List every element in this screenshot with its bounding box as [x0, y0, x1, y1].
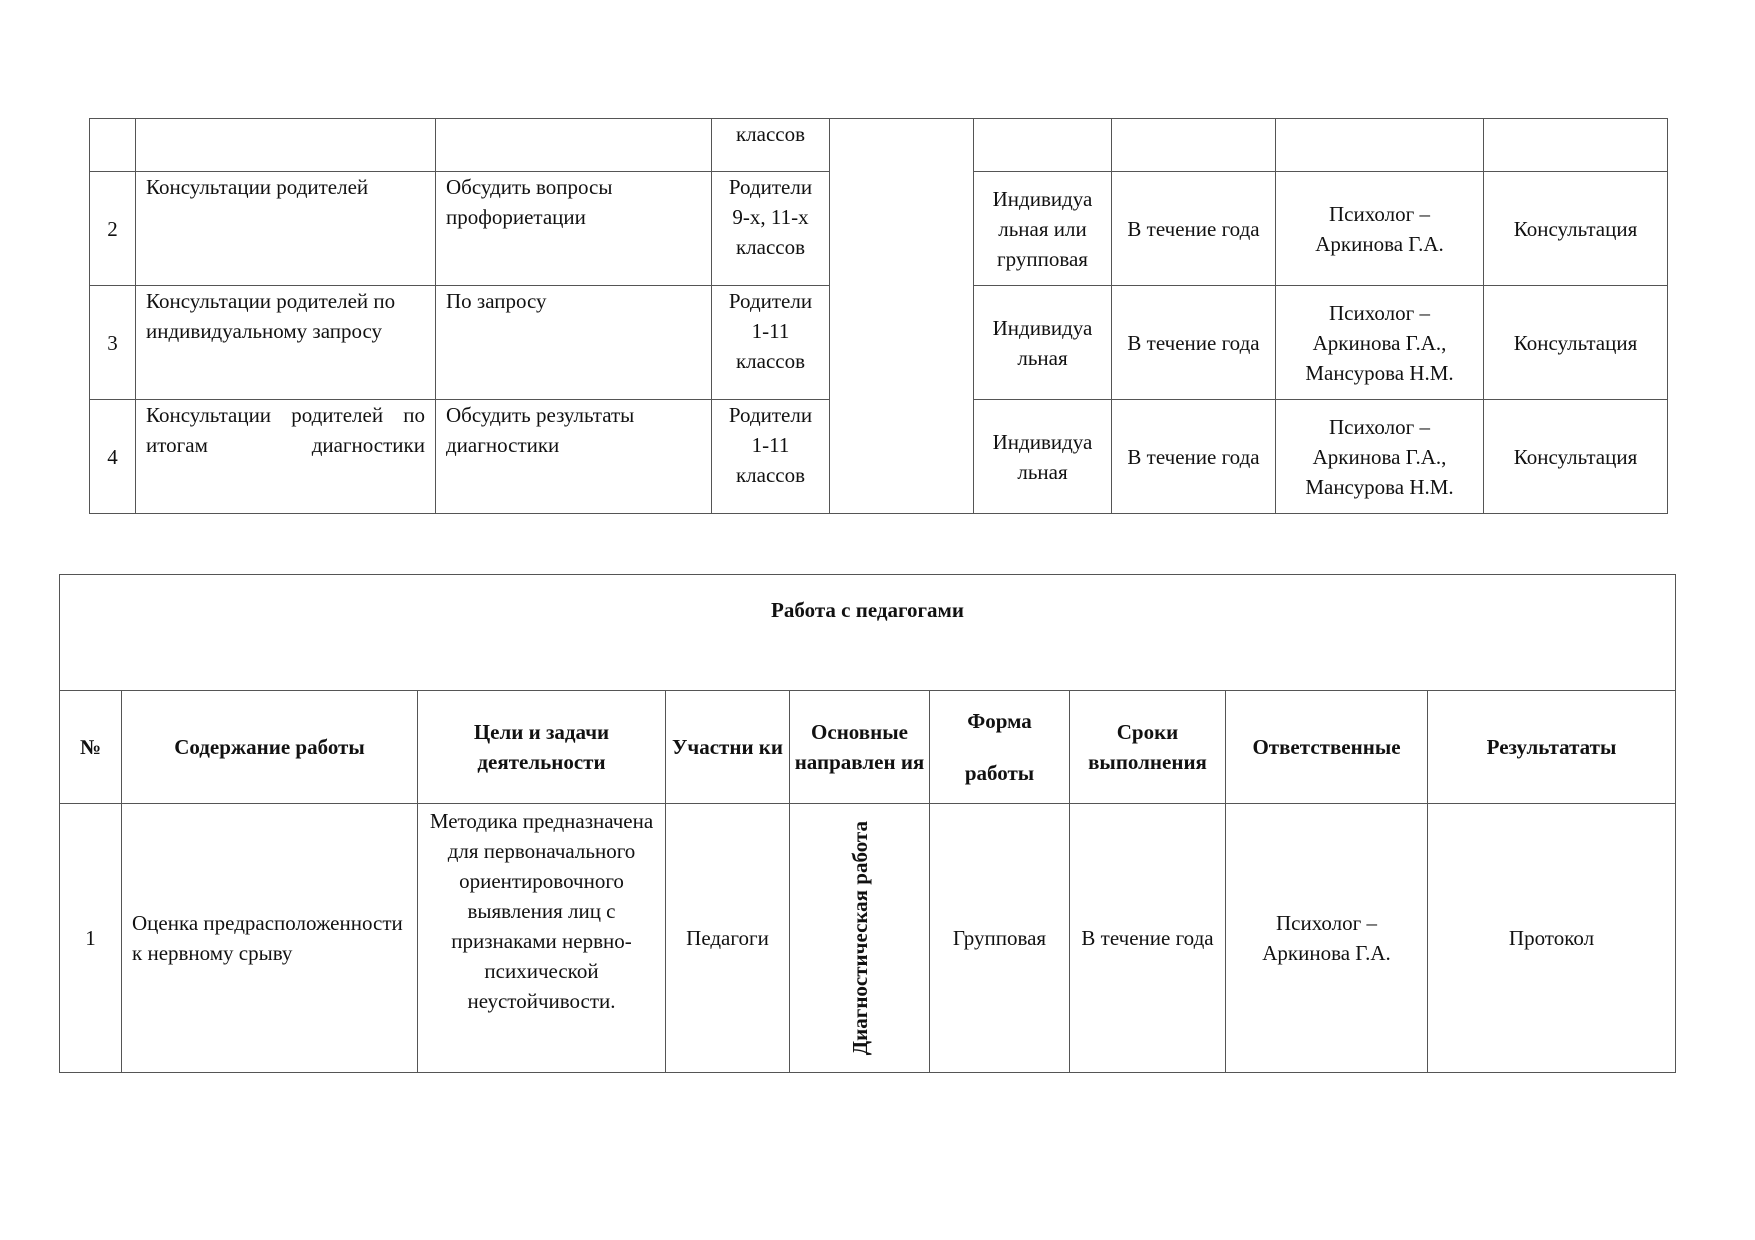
header-directions: Основные направлен ия [790, 691, 930, 804]
result-cell: Консультация [1484, 172, 1668, 286]
header-goals: Цели и задачи деятельности [418, 691, 666, 804]
row-number: 2 [90, 172, 136, 286]
cell-empty [136, 119, 436, 172]
table-header-row [60, 691, 1676, 804]
content-cell: Консультации родителей по итогам диагностики [136, 400, 436, 514]
header-form: Форма работы [930, 691, 1070, 804]
responsible-cell: Психолог – Аркинова Г.А., Мансурова Н.М. [1276, 286, 1484, 400]
cell-empty [974, 119, 1112, 172]
responsible-cell: Психолог – Аркинова Г.А. [1276, 172, 1484, 286]
table-title-row [60, 575, 1676, 691]
result-cell: Консультация [1484, 400, 1668, 514]
header-content: Содержание работы [122, 691, 418, 804]
merged-directions-cell [830, 119, 974, 514]
header-participants: Участни ки [666, 691, 790, 804]
content-cell: Консультации родителей по индивидуальному запросу [136, 286, 436, 400]
row-number: 1 [60, 804, 122, 1073]
form-cell: Индивидуа льная или групповая [974, 172, 1112, 286]
table-row [90, 119, 1668, 172]
direction-cell [790, 804, 930, 1073]
content-cell: Консультации родителей [136, 172, 436, 286]
result-cell: Консультация [1484, 286, 1668, 400]
direction-vertical-text: Диагностическая работа [847, 820, 872, 1056]
header-num: № [60, 691, 122, 804]
form-cell: Индивидуа льная [974, 286, 1112, 400]
cell-empty [1484, 119, 1668, 172]
table-row [60, 804, 1676, 1073]
goals-cell: Методика предназначена для первоначального ориентировочного выявления лиц с признаками нервно-психической неустойчивости. [418, 804, 666, 1073]
responsible-cell: Психолог – Аркинова Г.А., Мансурова Н.М. [1276, 400, 1484, 514]
timing-cell: В течение года [1112, 286, 1276, 400]
participants-cell: Родители 1-11 классов [712, 400, 830, 514]
result-cell: Протокол [1428, 804, 1676, 1073]
parents-consultation-table [89, 118, 1668, 514]
content-cell: Оценка предрасположенности к нервному срыву [122, 804, 418, 1073]
participants-cell: Родители 1-11 классов [712, 286, 830, 400]
table-title: Работа с педагогами [60, 575, 1676, 691]
participants-cell: классов [712, 119, 830, 172]
row-number: 4 [90, 400, 136, 514]
cell-empty [1276, 119, 1484, 172]
timing-cell: В течение года [1112, 400, 1276, 514]
form-cell: Индивидуа льная [974, 400, 1112, 514]
header-timing: Сроки выполнения [1070, 691, 1226, 804]
form-cell: Групповая [930, 804, 1070, 1073]
cell-empty [1112, 119, 1276, 172]
cell-empty [436, 119, 712, 172]
goals-cell: По запросу [436, 286, 712, 400]
timing-cell: В течение года [1070, 804, 1226, 1073]
header-results: Результататы [1428, 691, 1676, 804]
teachers-work-table [59, 574, 1676, 1073]
header-responsible: Ответственные [1226, 691, 1428, 804]
participants-cell: Педагоги [666, 804, 790, 1073]
cell-empty [90, 119, 136, 172]
responsible-cell: Психолог – Аркинова Г.А. [1226, 804, 1428, 1073]
timing-cell: В течение года [1112, 172, 1276, 286]
participants-cell: Родители 9-х, 11-х классов [712, 172, 830, 286]
row-number: 3 [90, 286, 136, 400]
goals-cell: Обсудить вопросы профориетации [436, 172, 712, 286]
goals-cell: Обсудить результаты диагностики [436, 400, 712, 514]
